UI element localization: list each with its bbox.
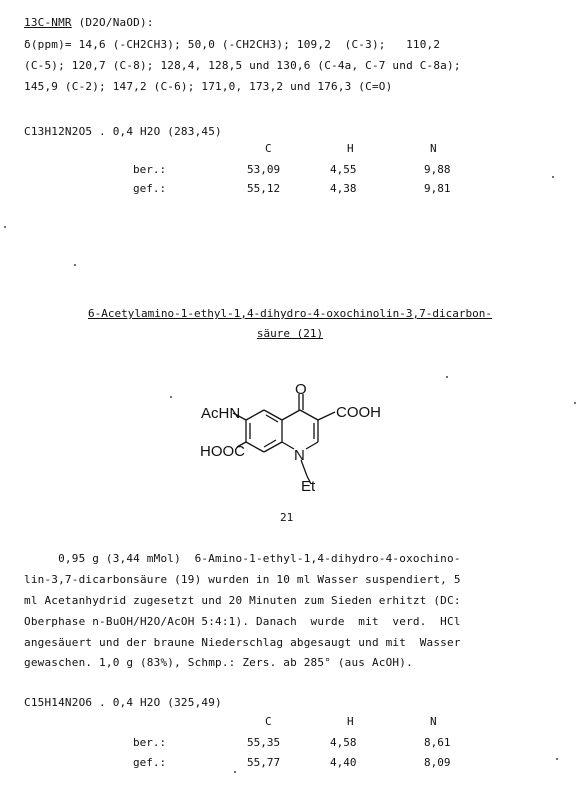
row-label: ber.: xyxy=(133,736,167,749)
label-hooc: HOOC xyxy=(200,443,245,460)
analysis2-header-c: C xyxy=(265,715,272,728)
scan-speck xyxy=(4,226,6,228)
row-label: gef.: xyxy=(133,756,167,769)
procedure-line-5: angesäuert und der braune Niederschlag abgesaugt und mit Wasser xyxy=(24,636,461,649)
analysis1-header-c: C xyxy=(265,142,272,155)
label-achn: AcHN xyxy=(201,405,241,422)
procedure-line-3: ml Acetanhydrid zugesetzt und 20 Minuten zum Sieden erhitzt (DC: xyxy=(24,594,461,607)
procedure-line-2: lin-3,7-dicarbonsäure (19) wurden in 10 ml Wasser suspendiert, 5 xyxy=(24,573,461,586)
scan-speck xyxy=(574,402,576,404)
scan-speck xyxy=(552,176,554,178)
nmr-line-1: δ(ppm)= 14,6 (-CH2CH3); 50,0 (-CH2CH3); 109,2 (C-3); 110,2 xyxy=(24,38,441,51)
procedure-line-6: gewaschen. 1,0 g (83%), Schmp.: Zers. ab 285° (aus AcOH). xyxy=(24,656,413,669)
analysis1-header-h: H xyxy=(347,142,354,155)
analysis2-formula: C15H14N2O6 . 0,4 H2O (325,49) xyxy=(24,696,222,709)
nmr-heading-line xyxy=(24,17,154,28)
scan-speck xyxy=(74,264,76,266)
label-cooh: COOH xyxy=(336,404,381,421)
label-nitrogen: N xyxy=(294,447,305,464)
row-label: gef.: xyxy=(133,182,167,195)
compound-number: 21 xyxy=(280,511,294,524)
scan-speck xyxy=(446,376,448,378)
analysis1-formula: C13H12N2O5 . 0,4 H2O (283,45) xyxy=(24,125,222,138)
value-c: 55,77 xyxy=(247,756,281,769)
nmr-line-2: (C-5); 120,7 (C-8); 128,4, 128,5 und 130,6 (C-4a, C-7 und C-8a); xyxy=(24,59,461,72)
analysis1-header-n: N xyxy=(430,142,437,155)
nmr-solvent: (D2O/NaOD): xyxy=(71,16,154,29)
analysis2-header-h: H xyxy=(347,715,354,728)
value-h: 4,40 xyxy=(330,756,357,769)
value-h: 4,38 xyxy=(330,182,357,195)
nmr-heading: 13C-NMR xyxy=(24,16,72,29)
compound-title-line-1: 6-Acetylamino-1-ethyl-1,4-dihydro-4-oxochinolin-3,7-dicarbon- xyxy=(88,307,492,320)
analysis2-header-n: N xyxy=(430,715,437,728)
value-h: 4,55 xyxy=(330,163,357,176)
chemical-structure-diagram xyxy=(195,378,395,496)
value-h: 4,58 xyxy=(330,736,357,749)
value-n: 9,81 xyxy=(424,182,451,195)
value-n: 8,09 xyxy=(424,756,451,769)
row-label: ber.: xyxy=(133,163,167,176)
label-oxo: O xyxy=(295,381,307,398)
procedure-line-4: Oberphase n-BuOH/H2O/AcOH 5:4:1). Danach wurde mit verd. HCl xyxy=(24,615,461,628)
value-c: 55,35 xyxy=(247,736,281,749)
procedure-line-1: 0,95 g (3,44 mMol) 6-Amino-1-ethyl-1,4-dihydro-4-oxochino- xyxy=(24,552,461,565)
scan-speck xyxy=(170,396,172,398)
scan-speck xyxy=(234,771,236,773)
value-n: 8,61 xyxy=(424,736,451,749)
value-c: 53,09 xyxy=(247,163,281,176)
label-ethyl: Et xyxy=(301,478,316,495)
value-n: 9,88 xyxy=(424,163,451,176)
compound-title-line-2: säure (21) xyxy=(256,327,324,340)
value-c: 55,12 xyxy=(247,182,281,195)
scan-speck xyxy=(556,758,558,760)
nmr-line-3: 145,9 (C-2); 147,2 (C-6); 171,0, 173,2 und 176,3 (C=O) xyxy=(24,80,393,93)
